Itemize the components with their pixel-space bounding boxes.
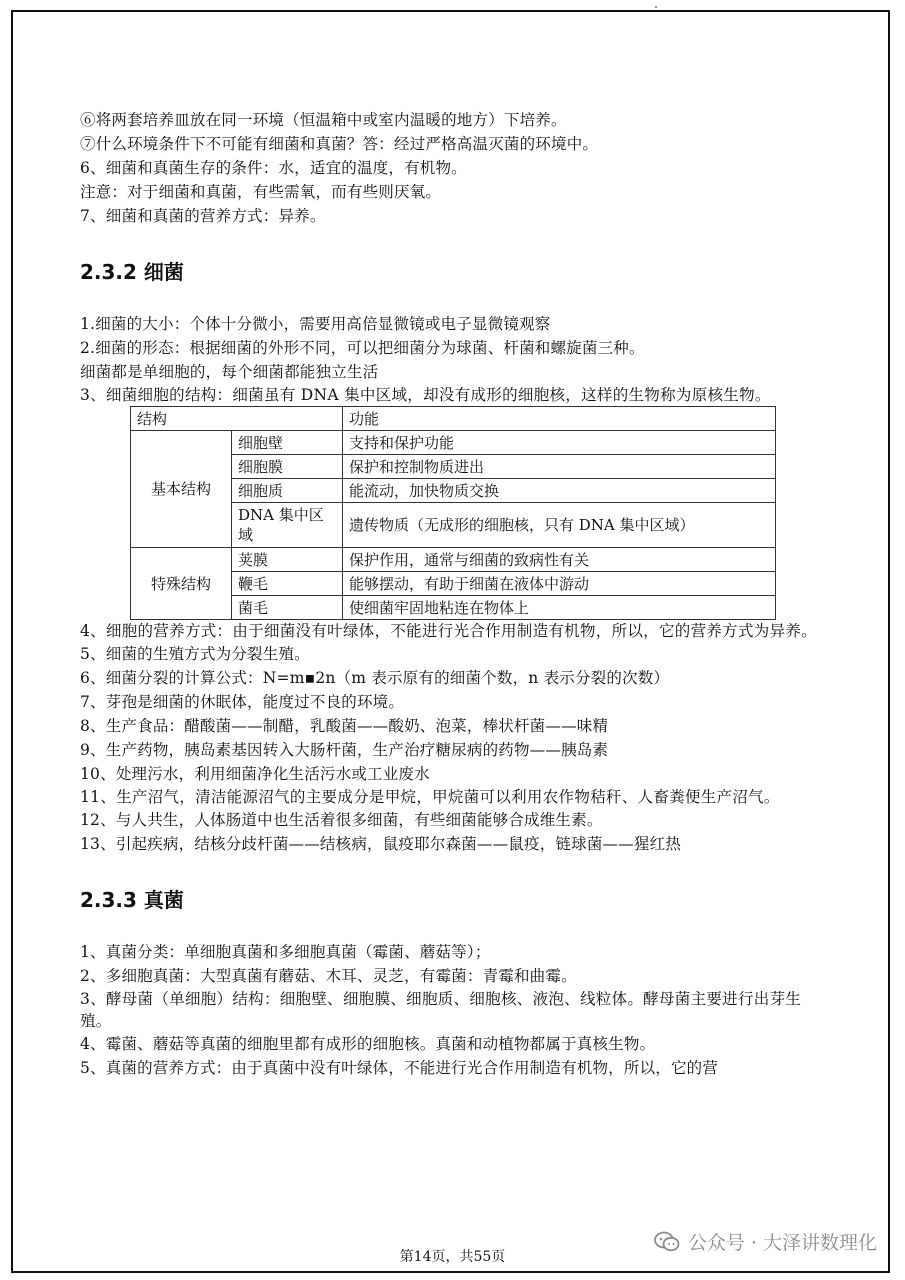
text-line: 5、细菌的生殖方式为分裂生殖。: [80, 645, 310, 663]
text-line: 7、芽孢是细菌的休眠体，能度过不良的环境。: [80, 693, 405, 711]
table-cell-part: 菌毛: [232, 596, 343, 620]
text-line: 1、真菌分类：单细胞真菌和多细胞真菌（霉菌、蘑菇等）；: [80, 943, 491, 961]
table-header-row: [131, 407, 776, 431]
table-cell-function: 保护作用，通常与细菌的致病性有关: [343, 548, 776, 572]
text-line: 6、细菌和真菌生存的条件：水，适宜的温度，有机物。: [80, 159, 467, 177]
table-cell-function: 保护和控制物质进出: [343, 455, 776, 479]
table-cell-part: DNA 集中区域: [232, 503, 343, 548]
text-line: 注意：对于细菌和真菌，有些需氧，而有些则厌氧。: [80, 183, 442, 201]
text-line: 2、多细胞真菌：大型真菌有蘑菇、木耳、灵芝，有霉菌：青霉和曲霉。: [80, 967, 577, 985]
table-cell-part: 细胞膜: [232, 455, 343, 479]
table-cell-function: 遗传物质（无成形的细胞核，只有 DNA 集中区域）: [343, 503, 776, 548]
document-body: [80, 108, 830, 1080]
text-line: 4、霉菌、蘑菇等真菌的细胞里都有成形的细胞核。真菌和动植物都属于真核生物。: [80, 1035, 656, 1053]
bacteria-structure-table: [130, 406, 776, 620]
table-cell-part: 细胞壁: [232, 431, 343, 455]
paragraph: 3、细菌细胞的结构：细菌虽有 DNA 集中区域，却没有成形的细胞核，这样的生物称为原核生物。: [80, 386, 771, 404]
text-line: ⑦什么环境条件下不可能有细菌和真菌？答：经过严格高温灭菌的环境中。: [80, 135, 599, 153]
text-line: 5、真菌的营养方式：由于真菌中没有叶绿体，不能进行光合作用制造有机物，所以，它的营: [80, 1059, 719, 1077]
text-line: 13、引起疾病，结核分歧杆菌——结核病，鼠疫耶尔森菌——鼠疫，链球菌——猩红热: [80, 835, 682, 853]
watermark-text: 公众号 · 大泽讲数理化: [687, 1232, 877, 1254]
table-cell-function: 支持和保护功能: [343, 431, 776, 455]
text-line: 12、与人共生，人体肠道中也生活着很多细菌，有些细菌能够合成维生素。: [80, 811, 603, 829]
section-heading-fungi: 2.3.3 真菌: [80, 888, 184, 912]
table-cell-function: 能流动，加快物质交换: [343, 479, 776, 503]
table-header-cell: 结构: [131, 407, 343, 431]
text-line: 2.细菌的形态：根据细菌的外形不同，可以把细菌分为球菌、杆菌和螺旋菌三种。: [80, 339, 645, 357]
table-group-label: 基本结构: [131, 431, 232, 548]
paragraph: 3、酵母菌（单细胞）结构：细胞壁、细胞膜、细胞质、细胞核、液泡、线粒体。酵母菌主要进行出芽生殖。: [80, 990, 802, 1030]
table-cell-part: 细胞质: [232, 479, 343, 503]
table-header-cell: 功能: [343, 407, 776, 431]
table-cell-function: 使细菌牢固地粘连在物体上: [343, 596, 776, 620]
table-cell-function: 能够摆动，有助于细菌在液体中游动: [343, 572, 776, 596]
text-line: 9、生产药物，胰岛素基因转入大肠杆菌，生产治疗糖尿病的药物——胰岛素: [80, 741, 609, 759]
table-cell-part: 荚膜: [232, 548, 343, 572]
paragraph: 4、细胞的营养方式：由于细菌没有叶绿体，不能进行光合作用制造有机物，所以，它的营养方式为异养。: [80, 622, 817, 640]
table-row: [131, 431, 776, 455]
text-line: 细菌都是单细胞的，每个细菌都能独立生活: [80, 363, 379, 381]
paragraph: 11、生产沼气，清洁能源沼气的主要成分是甲烷，甲烷菌可以利用农作物秸秆、人畜粪便生产沼气。: [80, 788, 780, 806]
text-line: 6、细菌分裂的计算公式：N=m▪2n（m 表示原有的细菌个数，n 表示分裂的次数）: [80, 669, 670, 687]
table-group-label: 特殊结构: [131, 548, 232, 620]
text-line: ⑥将两套培养皿放在同一环境（恒温箱中或室内温暖的地方）下培养。: [80, 111, 567, 129]
table-row: [131, 548, 776, 572]
text-line: 8、生产食品：醋酸菌——制醋，乳酸菌——酸奶、泡菜，棒状杆菌——味精: [80, 717, 609, 735]
text-line: 7、细菌和真菌的营养方式：异养。: [80, 207, 326, 225]
page-number: 第14页，共55页: [399, 1249, 506, 1265]
text-line: 1.细菌的大小：个体十分微小，需要用高倍显微镜或电子显微镜观察: [80, 315, 551, 333]
table-cell-part: 鞭毛: [232, 572, 343, 596]
scan-dot: [655, 6, 657, 8]
text-line: 10、处理污水，利用细菌净化生活污水或工业废水: [80, 765, 430, 783]
section-heading-bacteria: 2.3.2 细菌: [80, 260, 184, 284]
